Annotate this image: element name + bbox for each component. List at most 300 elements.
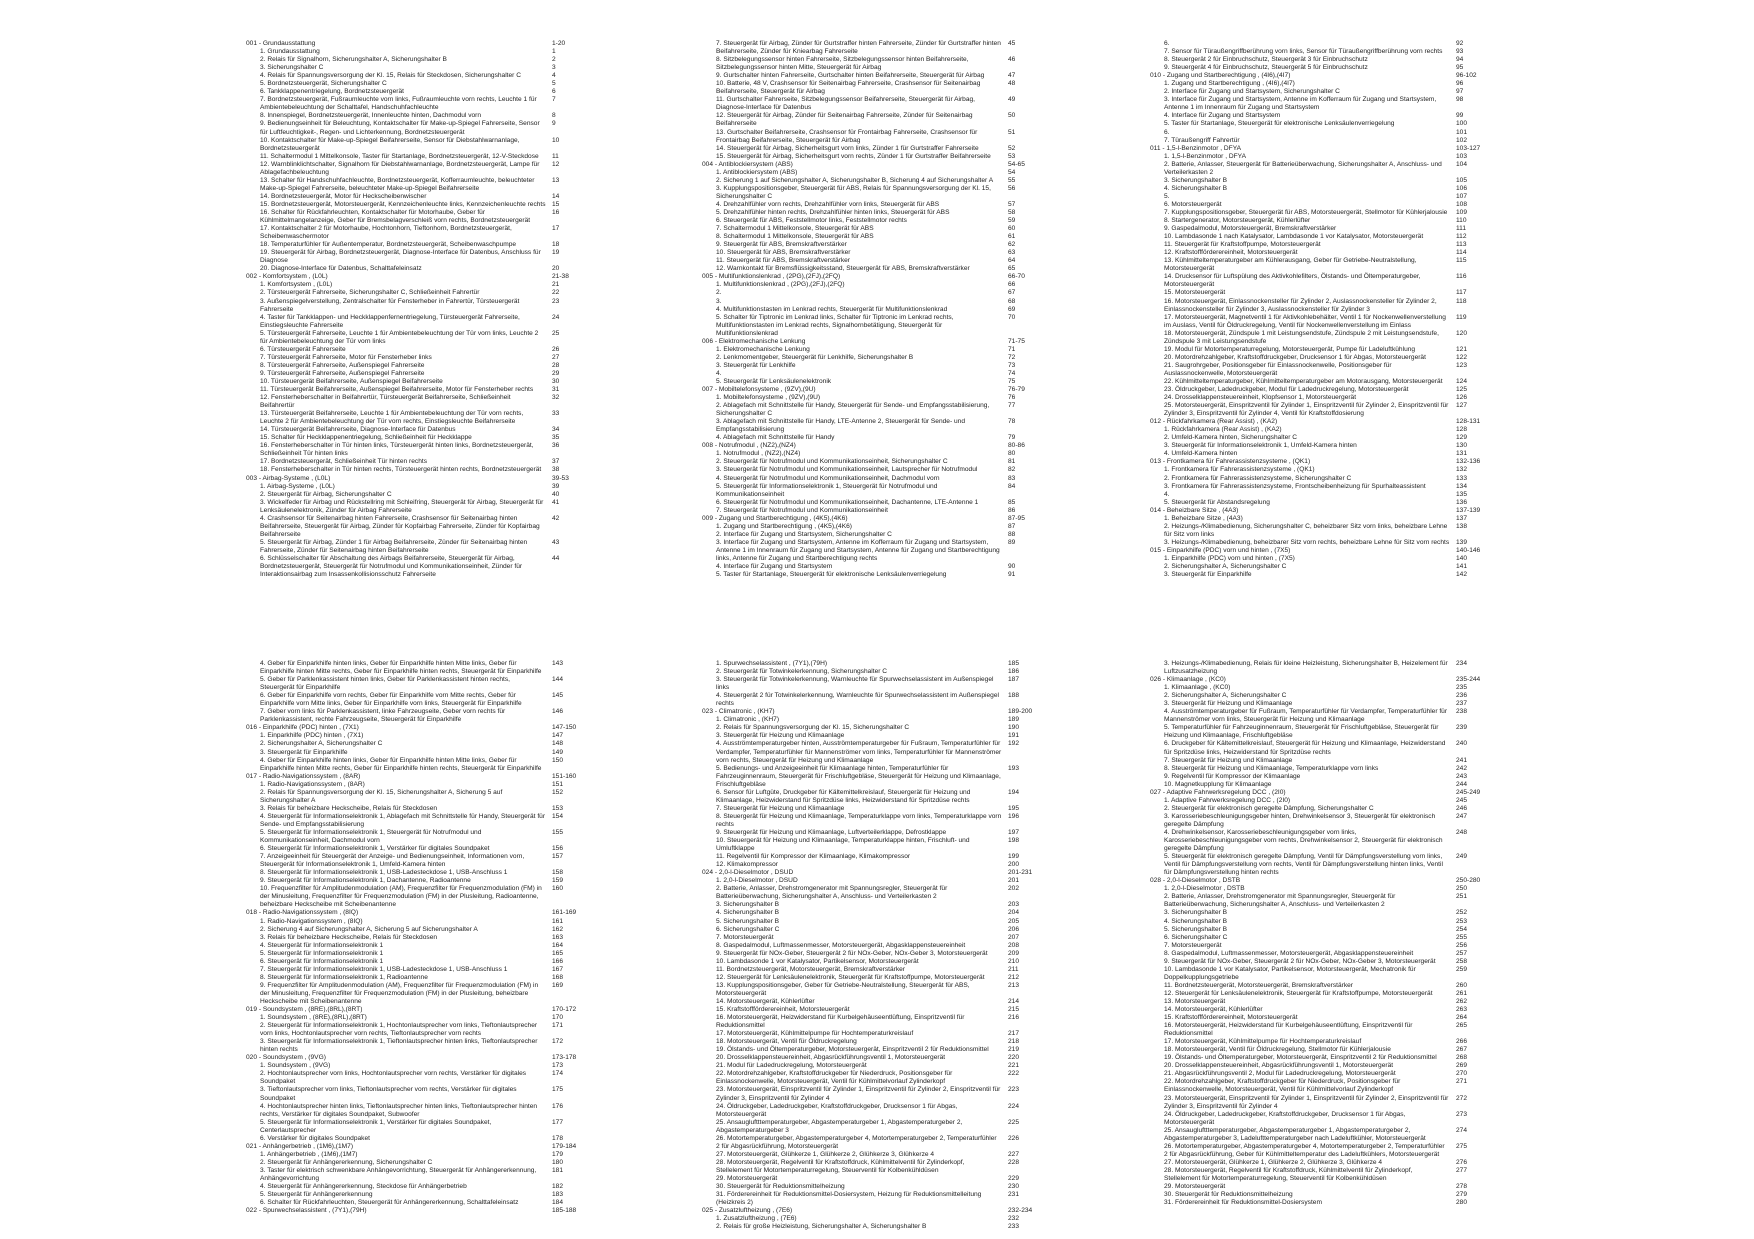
entry-page-number: 148 [552, 740, 564, 748]
entry-page-number: 209 [1008, 949, 1020, 957]
entry-title: 11. Steuergerät für Kraftstoffpumpe, Motorsteuergerät [1164, 241, 1321, 249]
entry-page-number: 108 [1456, 200, 1468, 208]
entry-title: 9. Steuergerät für Informationselektronik 1, Dachantenne, Radioantenne [260, 877, 471, 885]
index-subentry [1150, 48, 1512, 56]
index-section-heading [702, 338, 1064, 346]
entry-page-number: 23 [552, 297, 560, 305]
index-subentry [246, 1103, 608, 1119]
index-subentry [246, 966, 608, 974]
index-subentry [246, 281, 608, 289]
entry-page-number: 272 [1456, 1094, 1468, 1102]
entry-title: 4. Relais für Spannungsversorgung der Kl. 15, Relais für Steckdosen, Sicherungshalter C [260, 72, 521, 80]
index-subentry [246, 1199, 608, 1207]
entry-title: 8. Steuergerät für Informationselektronik 1, Radioantenne [260, 973, 428, 981]
entry-page-number: 64 [1008, 257, 1016, 265]
index-subentry [702, 1054, 1064, 1062]
index-subentry [1150, 805, 1512, 813]
index-subentry [1150, 700, 1512, 708]
entry-page-number: 222 [1008, 1070, 1020, 1078]
entry-page-number: 24 [552, 313, 560, 321]
entry-title: 4. Geber für Einparkhilfe hinten links, Geber für Einparkhilfe hinten Mitte links, Geber für Einparkhilfe hinten Mitte rechts, Geber für Einparkhilfe hinten rechts, Steuergerät für Einparkhilfe [260, 660, 542, 676]
index-subentry [702, 1070, 1064, 1086]
index-subentry [1150, 982, 1512, 990]
index-subentry [1150, 289, 1512, 297]
entry-title: 12. Steuergerät für Airbag, Zünder für Seitenairbag Fahrerseite, Zünder für Seitenairbag Beifahrerseite [716, 112, 973, 128]
index-subentry [246, 362, 608, 370]
entry-title: 8. Türsteuergerät Fahrerseite, Außenspiegel Fahrerseite [260, 361, 425, 369]
entry-page-number: 192 [1008, 740, 1020, 748]
entry-page-number: 65 [1008, 265, 1016, 273]
entry-page-number: 176 [552, 1102, 564, 1110]
entry-page-number: 127 [1456, 402, 1468, 410]
index-subentry [1150, 1183, 1512, 1191]
entry-title: 2. Frontkamera für Fahrerassistenzsysteme, Sicherungshalter C [1164, 474, 1352, 482]
index-subentry [246, 491, 608, 499]
index-subentry [246, 515, 608, 539]
entry-title: 30. Steuergerät für Reduktionsmittelheizung [716, 1183, 845, 1191]
index-subentry [1150, 684, 1512, 692]
index-section-heading [246, 273, 608, 281]
entry-title: 12. Klimakompressor [716, 861, 778, 869]
entry-page-number: 252 [1456, 909, 1468, 917]
index-subentry [1150, 209, 1512, 217]
entry-page-number: 69 [1008, 305, 1016, 313]
entry-title: 7. Steuergerät für Heizung und Klimaanlage [1164, 756, 1293, 764]
entry-page-number: 187 [1008, 676, 1020, 684]
entry-title: 13. Kupplungspositionsgeber, Geber für Getriebe-Neutralstellung, Steuergerät für ABS, Motorsteuergerät [716, 981, 970, 997]
entry-title: 8. Steuergerät 2 für Einbruchschutz, Steuergerät 3 für Einbruchschutz [1164, 56, 1368, 64]
index-subentry [702, 837, 1064, 853]
entry-title: 7. Motorsteuergerät [1164, 941, 1222, 949]
index-subentry [1150, 781, 1512, 789]
index-section-heading [702, 386, 1064, 394]
entry-page-number: 218 [1008, 1038, 1020, 1046]
index-subentry [1150, 797, 1512, 805]
index-subentry [1150, 523, 1512, 539]
index-subentry [702, 362, 1064, 370]
entry-title: 3. Sicherungshalter B [1164, 176, 1228, 184]
entry-page-number: 94 [1456, 56, 1464, 64]
entry-page-number: 212 [1008, 973, 1020, 981]
entry-title: 3. Heizungs-/Klimabedienung, Relais für kleine Heizleistung, Sicherungshalter B, Heizelement für Luftzusatzheizung [1164, 660, 1448, 676]
entry-page-number: 92 [1456, 40, 1464, 47]
index-subentry [702, 169, 1064, 177]
entry-title: 3. Steuergerät für Heizung und Klimaanlage [716, 732, 845, 740]
index-subentry [702, 1119, 1064, 1135]
index-subentry [246, 80, 608, 88]
index-subentry [246, 885, 608, 909]
entry-page-number: 34 [552, 426, 560, 434]
entry-page-number: 104 [1456, 160, 1468, 168]
entry-page-number: 22 [552, 289, 560, 297]
entry-title: 1. Soundsystem , (8RE),(8RL),(8RT) [260, 1014, 367, 1022]
entry-page-number: 237 [1456, 700, 1468, 708]
entry-page-number: 248 [1456, 828, 1468, 836]
entry-title: 21. Abgasrückführungsventil 2, Modul für Ladedruckregelung, Motorsteuergerät [1164, 1070, 1396, 1078]
index-subentry [702, 1103, 1064, 1119]
entry-page-number: 99 [1456, 112, 1464, 120]
entry-page-number: 36 [552, 442, 560, 450]
entry-title: 027 - Adaptive Fahrwerksregelung DCC , (2I0) [1150, 788, 1286, 796]
entry-title: 17. Motorsteuergerät, Kühlmittelpumpe für Hochtemperaturkreislauf [1164, 1038, 1362, 1046]
index-subentry [702, 434, 1064, 442]
entry-title: 10. Lambdasonde 1 nach Katalysator, Lambdasonde 1 vor Katalysator, Motorsteuergerät [1164, 233, 1424, 241]
index-section-heading [702, 869, 1064, 877]
index-subentry [702, 1030, 1064, 1038]
entry-title: 18. Fensterheberschalter in Tür hinten rechts, Türsteuergerät hinten rechts, Bordnetzsteuergerät [260, 466, 542, 474]
entry-title: 9. Steuergerät für Heizung und Klimaanlage, Luftverteilerklappe, Defrostklappe [716, 828, 947, 836]
entry-title: 1. Spurwechselassistent , (7Y1),(79H) [716, 660, 828, 667]
index-subentry [1150, 129, 1512, 137]
index-subentry [246, 346, 608, 354]
index-subentry [702, 483, 1064, 499]
index-subentry [702, 571, 1064, 579]
entry-page-number: 83 [1008, 474, 1016, 482]
entry-page-number: 141 [1456, 563, 1468, 571]
entry-page-number: 56 [1008, 184, 1016, 192]
index-subentry [702, 394, 1064, 402]
entry-title: 3. Steuergerät für Totwinkelerkennung, Warnleuchte für Spurwechselassistent im Außenspiegel links [716, 676, 994, 692]
entry-title: 7. Steuergerät für Heizung und Klimaanlage [716, 804, 845, 812]
entry-page-number: 260 [1456, 981, 1468, 989]
index-section-heading [1150, 145, 1512, 153]
entry-page-number: 16 [552, 208, 560, 216]
entry-page-number: 105 [1456, 176, 1468, 184]
index-subentry [1150, 1095, 1512, 1111]
entry-title: 1. Grundausstattung [260, 48, 320, 56]
index-subentry [1150, 1111, 1512, 1127]
entry-title: 5. Taster für Startanlage, Steuergerät für elektronische Lenksäulenverriegelung [1164, 120, 1395, 128]
index-subentry [702, 1215, 1064, 1223]
entry-title: 5. Drehzahlfühler hinten rechts, Drehzahlfühler hinten links, Steuergerät für ABS [716, 208, 950, 216]
entry-page-number: 111 [1456, 225, 1467, 233]
entry-title: 1. Rückfahrkamera (Rear Assist) , (KA2) [1164, 426, 1282, 434]
entry-title: 023 - Climatronic , (KH7) [702, 708, 775, 716]
entry-title: 3. Frontkamera für Fahrerassistenzsysteme, Frontscheibenheizung für Spurhalteassistent [1164, 482, 1426, 490]
index-subentry [246, 137, 608, 153]
entry-page-number: 37 [552, 458, 560, 466]
entry-page-number: 211 [1008, 965, 1019, 973]
entry-page-number: 109 [1456, 208, 1468, 216]
entry-page-number: 110 [1456, 217, 1467, 225]
entry-title: 3. Steuergerät für Einparkhilfe [1164, 571, 1252, 579]
entry-page-number: 10 [552, 136, 560, 144]
entry-page-number: 269 [1456, 1062, 1468, 1070]
entry-page-number: 264 [1456, 1014, 1468, 1022]
index-subentry [702, 966, 1064, 974]
index-subentry [1150, 137, 1512, 145]
entry-page-number: 156 [552, 845, 564, 853]
entry-title: 8. Gaspedalmodul, Luftmassenmesser, Motorsteuergerät, Abgasklappensteuereinheit [716, 941, 966, 949]
entry-title: 5. Steuergerät für Airbag, Zünder 1 für Airbag Beifahrerseite, Zünder für Seitenairbag hinten Fahrerseite, Zünder für Seitenairbag hinten Beifahrerseite [260, 538, 528, 554]
entry-page-number: 206 [1008, 925, 1020, 933]
entry-title: 2. Steuergerät für Anhängererkennung, Sicherungshalter C [260, 1158, 433, 1166]
entry-title: 11. Regelventil für Kompressor der Klimaanlage, Klimakompressor [716, 853, 911, 861]
entry-page-number: 216 [1008, 1014, 1020, 1022]
index-subentry [1150, 942, 1512, 950]
entry-page-number: 76-79 [1008, 386, 1025, 394]
entry-page-number: 4 [552, 72, 556, 80]
index-subentry [1150, 201, 1512, 209]
entry-title: 17. Motorsteuergerät, Magnetventil 1 für Aktivkohlebehälter, Ventil 1 für Nockenwellenverstellung im Auslass, Ventil für Öldruckregelung, Ventil für Nockenwellenverstellung im Einlass [1164, 313, 1446, 329]
entry-page-number: 39 [552, 482, 560, 490]
entry-page-number: 55 [1008, 176, 1016, 184]
entry-title: 2. Sicherungshalter A, Sicherungshalter C [1164, 692, 1287, 700]
entry-page-number: 103 [1456, 152, 1468, 160]
entry-title: 7. Steuergerät für Airbag, Zünder für Gurtstraffer hinten Fahrerseite, Zünder für Gurtstraffer hinten Beifahrerseite, Zünder für Kniearbag Fahrerseite [716, 40, 1001, 56]
index-subentry [246, 1151, 608, 1159]
entry-title: 2. Lenkmomentgeber, Steuergerät für Lenkhilfe, Sicherungshalter B [716, 353, 914, 361]
entry-title: 26. Motortemperaturgeber, Abgastemperaturgeber 4, Motortemperaturgeber 2, Temperaturfühler 2 für Abgasrückführung, Motorsteuergerät [716, 1134, 997, 1150]
entry-page-number: 150 [552, 756, 564, 764]
index-subentry [1150, 80, 1512, 88]
entry-page-number: 98 [1456, 96, 1464, 104]
entry-title: 3. Heizungs-/Klimabedienung, beheizbarer Sitz vorn rechts, beheizbare Lehne für Sitz vorn rechts [1164, 538, 1450, 546]
entry-page-number: 138 [1456, 522, 1468, 530]
entry-page-number: 40 [552, 490, 560, 498]
index-subentry [246, 153, 608, 161]
entry-title: 9. Regelventil für Kompressor der Klimaanlage [1164, 772, 1301, 780]
index-section-heading [246, 475, 608, 483]
entry-title: 13. Türsteuergerät Beifahrerseite, Leuchte 1 für Ambientebeleuchtung der Tür vorn rechts, Leuchte 2 für Ambientebeleuchtung der Tür vorn rechts, Einstiegsleuchte Beifahrerseite [260, 410, 524, 426]
entry-page-number: 62 [1008, 241, 1016, 249]
entry-title: 2. Interface für Zugang und Startsystem, Sicherungshalter C [1164, 88, 1340, 96]
index-subentry [702, 80, 1064, 96]
index-subentry [702, 257, 1064, 265]
entry-page-number: 9 [552, 120, 556, 128]
entry-title: 5. Steuergerät für Informationselektronik 1, Steuergerät für Notrufmodul und Kommunikationseinheit [716, 482, 938, 498]
entry-title: 3. Steuergerät für Informationselektronik 1, Umfeld-Kamera hinten [1164, 442, 1357, 450]
entry-title: 2. Batterie, Anlasser, Drehstromgenerator mit Spannungsregler, Steuergerät für Batterieüberwachung, Sicherungshalter A, Anschluss- und Verteilerkasten 2 [1164, 893, 1396, 909]
entry-title: 002 - Komfortsystem , (L0L) [246, 273, 328, 281]
index-subentry [702, 805, 1064, 813]
index-subentry [246, 749, 608, 757]
entry-title: 7. Steuergerät für Notrufmodul und Kommunikationseinheit [716, 506, 888, 514]
index-subentry [1150, 112, 1512, 120]
index-subentry [702, 789, 1064, 805]
index-subentry [1150, 773, 1512, 781]
index-subentry [1150, 491, 1512, 499]
index-subentry [702, 370, 1064, 378]
index-subentry [1150, 475, 1512, 483]
entry-title: 13. Gurtschalter Beifahrerseite, Crashsensor für Frontairbag Fahrerseite, Crashsensor für Frontairbag Beifahrerseite, Steuergerät für Airbag [716, 128, 978, 144]
entry-title: 5. Steuergerät für Abstandsregelung [1164, 498, 1270, 506]
entry-page-number: 71 [1008, 345, 1016, 353]
entry-page-number: 164 [552, 941, 564, 949]
entry-title: 006 - Elektromechanische Lenkung [702, 337, 806, 345]
entry-title: 1. Adaptive Fahrwerksregelung DCC , (2I0) [1164, 796, 1291, 804]
entry-page-number: 231 [1008, 1191, 1020, 1199]
entry-page-number: 242 [1456, 764, 1468, 772]
index-subentry [246, 483, 608, 491]
entry-page-number: 173-178 [552, 1054, 577, 1062]
index-subentry [702, 918, 1064, 926]
index-subentry [1150, 1191, 1512, 1199]
entry-page-number: 19 [552, 249, 560, 257]
entry-title: 13. Kühlmitteltemperaturgeber am Kühlerausgang, Geber für Getriebe-Neutralstellung, Motorsteuergerät [1164, 257, 1417, 273]
index-subentry [702, 112, 1064, 128]
index-subentry [246, 442, 608, 458]
entry-page-number: 125 [1456, 386, 1468, 394]
entry-page-number: 214 [1008, 997, 1020, 1005]
index-subentry [1150, 386, 1512, 394]
entry-page-number: 229 [1008, 1175, 1020, 1182]
index-subentry [1150, 926, 1512, 934]
entry-page-number: 131 [1456, 450, 1468, 458]
entry-page-number: 70 [1008, 313, 1016, 321]
entry-page-number: 86 [1008, 506, 1016, 514]
entry-title: 018 - Radio-Navigationssystem , (8IQ) [246, 909, 359, 917]
entry-title: 3. Sicherungshalter B [716, 901, 780, 909]
index-subentry [702, 668, 1064, 676]
index-subentry [702, 942, 1064, 950]
entry-title: 27. Motorsteuergerät, Glühkerze 1, Glühkerze 2, Glühkerze 3, Glühkerze 4 [716, 1150, 935, 1158]
entry-page-number: 266 [1456, 1038, 1468, 1046]
entry-title: 14. Bordnetzsteuergerät, Motor für Heckscheibenwischer [260, 192, 427, 200]
entry-title: 4. Steuergerät 2 für Totwinkelerkennung, Warnleuchte für Spurwechselassistent im Außenspiegel rechts [716, 692, 999, 708]
entry-page-number: 201-231 [1008, 869, 1033, 877]
entry-title: 8. Schaltermodul 1 Mittelkonsole, Steuergerät für ABS [716, 233, 874, 241]
entry-title: 4. Sicherungshalter B [716, 909, 780, 917]
entry-page-number: 61 [1008, 233, 1016, 241]
entry-title: 4. Umfeld-Kamera hinten [1164, 450, 1238, 458]
entry-page-number: 147 [552, 732, 564, 740]
index-subentry [1150, 909, 1512, 917]
entry-page-number: 12 [552, 160, 560, 168]
index-subentry [1150, 314, 1512, 330]
index-subentry [1150, 483, 1512, 491]
entry-page-number: 207 [1008, 933, 1020, 941]
index-subentry [702, 475, 1064, 483]
entry-title: 3. Steuergerät für Lenkhilfe [716, 361, 796, 369]
entry-title: 4. Drehzahlfühler vorn rechts, Drehzahlfühler vorn links, Steuergerät für ABS [716, 200, 940, 208]
entry-page-number: 165 [552, 949, 564, 957]
entry-page-number: 244 [1456, 780, 1468, 788]
entry-page-number: 161 [552, 917, 564, 925]
index-subentry [246, 853, 608, 869]
entry-page-number: 220 [1008, 1054, 1020, 1062]
entry-page-number: 232-234 [1008, 1207, 1033, 1215]
entry-title: 11. Bordnetzsteuergerät, Motorsteuergerät, Bremskraftverstärker [716, 965, 905, 973]
entry-title: 9. Türsteuergerät Fahrerseite, Außenspiegel Fahrerseite [260, 369, 425, 377]
index-subentry [702, 950, 1064, 958]
entry-page-number: 120 [1456, 329, 1468, 337]
index-subentry [246, 426, 608, 434]
entry-page-number: 73 [1008, 361, 1016, 369]
index-subentry [246, 386, 608, 394]
index-subentry [1150, 217, 1512, 225]
entry-page-number: 54 [1008, 168, 1016, 176]
entry-page-number: 140-146 [1456, 546, 1481, 554]
index-subentry [1150, 934, 1512, 942]
entry-title: 4. Steuergerät für Informationselektronik 1 [260, 941, 384, 949]
index-column-bottom-middle [702, 660, 1064, 1231]
index-subentry [1150, 249, 1512, 257]
index-subentry [246, 869, 608, 877]
index-subentry [246, 330, 608, 346]
index-subentry [246, 740, 608, 748]
entry-title: 10. Batterie, 48 V, Crashsensor für Seitenairbag Fahrerseite, Crashsensor für Seitenairbag Beifahrerseite, Steuergerät für Airbag [716, 80, 981, 96]
entry-page-number: 115 [1456, 257, 1467, 265]
entry-title: 16. Motorsteuergerät, Heizwiderstand für Kurbelgehäuseentlüftung, Einspritzventil für Reduktionsmittel [1164, 1022, 1413, 1038]
entry-page-number: 243 [1456, 772, 1468, 780]
entry-page-number: 271 [1456, 1078, 1468, 1086]
entry-page-number: 168 [552, 973, 564, 981]
index-subentry [246, 193, 608, 201]
entry-title: 7. Anzeigeeinheit für Steuergerät der Anzeige- und Bedienungseinheit, Informationen vorn, Steuergerät für Informationselektronik 1, Umfeld-Kamera hinten [260, 853, 525, 869]
entry-title: 2. Relais für Spannungsversorgung der Kl. 15, Sicherungshalter C [716, 724, 910, 732]
entry-page-number: 20 [552, 265, 560, 273]
entry-title: 6. Türsteuergerät Fahrerseite [260, 345, 346, 353]
entry-page-number: 139 [1456, 538, 1468, 546]
entry-page-number: 121 [1456, 345, 1468, 353]
index-subentry [1150, 378, 1512, 386]
entry-title: 31. Förderereinheit für Reduktionsmittel-Dosiersystem [1164, 1199, 1322, 1207]
index-subentry [702, 306, 1064, 314]
entry-title: 4. Interface für Zugang und Startsystem [716, 563, 833, 571]
index-subentry [1150, 40, 1512, 48]
entry-title: 21. Modul für Ladedruckregelung, Motorsteuergerät [716, 1062, 867, 1070]
entry-page-number: 91 [1008, 571, 1016, 579]
entry-page-number: 87 [1008, 522, 1016, 530]
entry-title: 6. [1164, 128, 1170, 136]
entry-title: 12. Kraftstoffförderereinheit, Motorsteuergerät [1164, 249, 1298, 257]
entry-title: 17. Kontaktschalter 2 für Motorhaube, Hochtonhorn, Tieftonhorn, Bordnetzsteuergerät, Scheibenwaschermotor [260, 225, 512, 241]
entry-title: 15. Kraftstoffförderereinheit, Motorsteuergerät [716, 1006, 850, 1014]
entry-page-number: 215 [1008, 1006, 1020, 1014]
index-section-heading [702, 1207, 1064, 1215]
entry-title: 012 - Rückfahrkamera (Rear Assist) , (KA2) [1150, 418, 1278, 426]
entry-page-number: 128 [1456, 426, 1468, 434]
entry-page-number: 21 [552, 281, 560, 289]
entry-page-number: 137-139 [1456, 506, 1481, 514]
entry-title: 2. Relais für große Heizleistung, Sicherungshalter A, Sicherungshalter B [716, 1223, 927, 1231]
index-subentry [702, 829, 1064, 837]
entry-title: 1. Zusatzluftheizung , (7E6) [716, 1215, 797, 1223]
entry-title: 13. Schalter für Handschuhfachleuchte, Bordnetzsteuergerät, Kofferraumleuchte, beleuchteter Make-up-Spiegel Fahrerseite, beleuchteter Make-up-Spiegel Beifahrerseite [260, 176, 535, 192]
entry-title: 25. Motorsteuergerät, Einspritzventil für Zylinder 1, Einspritzventil für Zylinder 2, Einspritzventil für Zylinder 3, Einspritzventil für Zylinder 4, Ventil für Kraftstoffdosierung [1164, 402, 1449, 418]
entry-title: 4. Geber für Einparkhilfe hinten links, Geber für Einparkhilfe hinten Mitte links, Geber für Einparkhilfe hinten Mitte rechts, Geber für Einparkhilfe hinten rechts, Steuergerät für Einparkhilfe [260, 756, 542, 772]
entry-title: 6. Steuergerät für ABS, Feststellmotor links, Feststellmotor rechts [716, 217, 907, 225]
index-subentry [246, 757, 608, 773]
entry-page-number: 167 [552, 965, 564, 973]
entry-page-number: 63 [1008, 249, 1016, 257]
entry-page-number: 128-131 [1456, 418, 1481, 426]
index-subentry [702, 56, 1064, 72]
entry-page-number: 100 [1456, 120, 1468, 128]
entry-page-number: 170 [552, 1014, 564, 1022]
index-subentry [1150, 346, 1512, 354]
entry-page-number: 90 [1008, 563, 1016, 571]
entry-title: 12. Fensterheberschalter in Beifahrertür, Türsteuergerät Beifahrerseite, Schließeinheit Beifahrertür [260, 394, 511, 410]
entry-page-number: 53 [1008, 152, 1016, 160]
entry-page-number: 250-280 [1456, 877, 1481, 885]
entry-title: 2. Sicherung 1 auf Sicherungshalter A, Sicherungshalter B, Sicherung 4 auf Sicherungshalter A [716, 176, 994, 184]
entry-page-number: 49 [1008, 96, 1016, 104]
index-subentry [702, 185, 1064, 201]
index-subentry [1150, 1199, 1512, 1207]
entry-title: 6. Druckgeber für Kältemittelkreislauf, Steuergerät für Heizung und Klimaanlage, Heizwiderstand für Spritzdüse links, Heizwiderstand für Spritzdüse rechts [1164, 740, 1446, 756]
entry-title: 13. Motorsteuergerät [1164, 997, 1226, 1005]
entry-page-number: 280 [1456, 1199, 1468, 1207]
entry-title: 003 - Airbag-Systeme , (L0L) [246, 474, 331, 482]
entry-title: 6. Sensor für Luftgüte, Druckgeber für Kältemittelkreislauf, Steuergerät für Heizung und Klimaanlage, Heizwiderstand für Spritzdüse links, Heizwiderstand für Spritzdüse rechts [716, 788, 971, 804]
entry-title: 2. Türsteuergerät Fahrerseite, Sicherungshalter C, Schließeinheit Fahrertür [260, 289, 480, 297]
entry-page-number: 35 [552, 434, 560, 442]
index-section-heading [702, 515, 1064, 523]
entry-title: 6. Tankklappenentriegelung, Bordnetzsteuergerät [260, 88, 404, 96]
entry-title: 3. [716, 297, 722, 305]
